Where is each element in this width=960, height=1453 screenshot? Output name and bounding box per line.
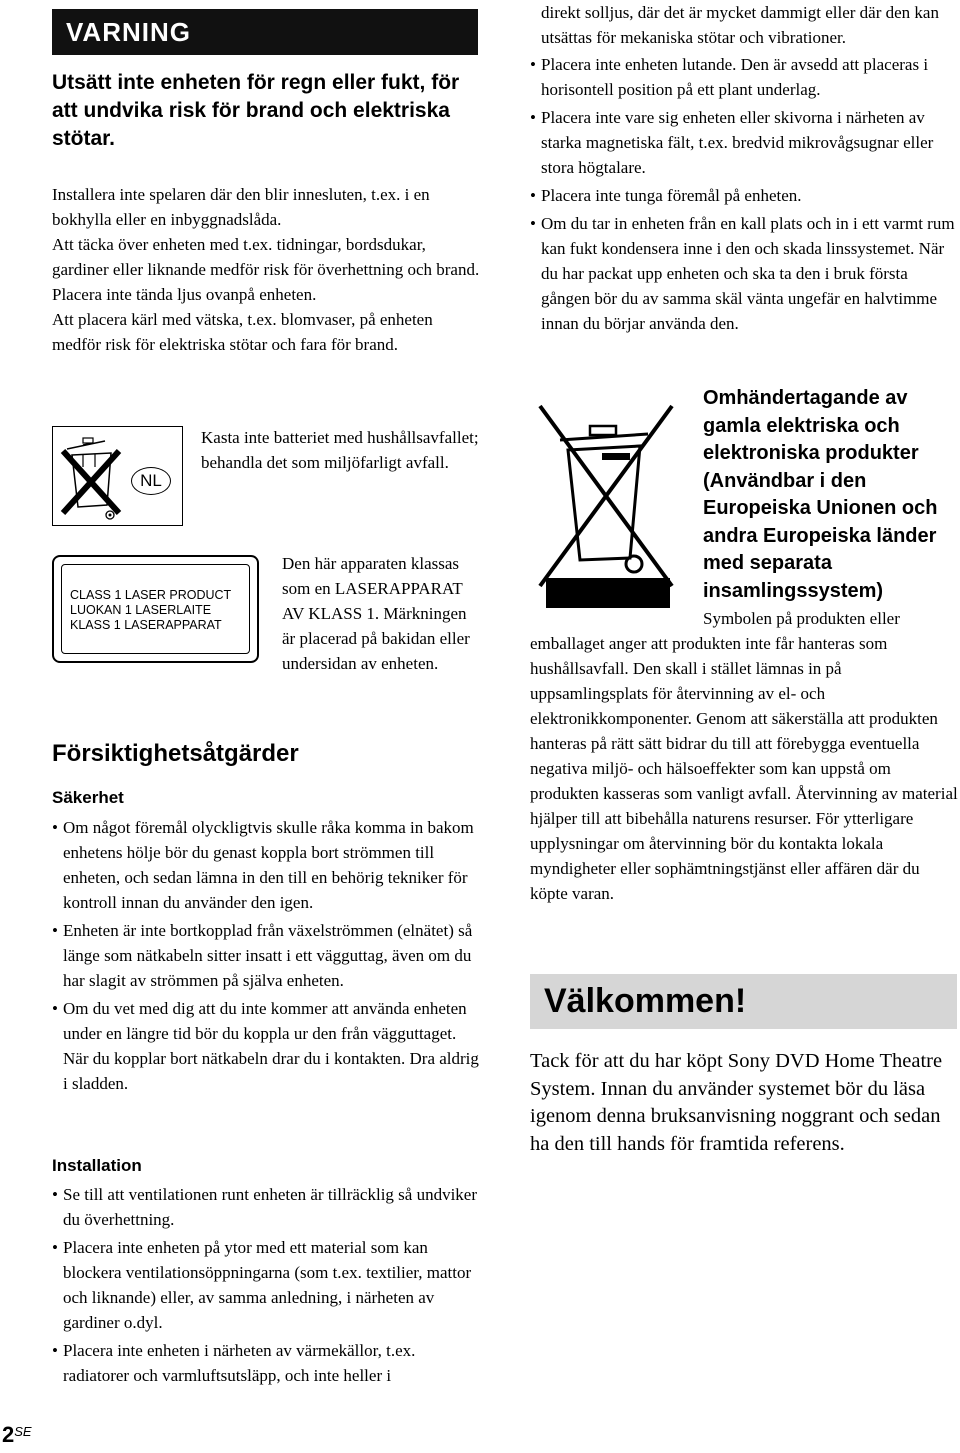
list-item: • Om du tar in enheten från en kall plats och in i ett varmt rum kan fukt kondensera inne i den och skada linssystemet. När du har packat upp enheten och ska ta den i bruk första gången bör du av samma skäl vänta ungefär en halvtimme innan du börjar använda den. <box>530 211 960 336</box>
battery-code-badge: NL <box>131 467 171 495</box>
list-item: • Placera inte enheten lutande. Den är avsedd att placeras i horisontell position på ett plant underlag. <box>530 52 960 102</box>
list-item: • Se till att ventilationen runt enheten är tillräcklig så undviker du överhettning. <box>52 1182 484 1232</box>
battery-text: Kasta inte batteriet med hushållsavfallet; behandla det som miljöfarligt avfall. <box>201 428 479 472</box>
safety-list <box>52 815 484 1099</box>
weee-body: emballaget anger att produkten inte får hanteras som hushållsavfall. Den skall i stället lämnas in på uppsamlingsplats för återvinning av el- och elektronikkomponenter. Genom att säkerställa att produkten hanteras på rätt sätt bidrar du till att förebygga eventuella negativa miljö- och hälsoeffekter som kan uppstå om produkten kasseras som vanligt avfall. Återvinning av material hjälper till att bibehålla naturens resurser. För ytterligare upplysningar om återvinning bör du kontakta lokala myndigheter eller sophämtningstjänst eller affären där du köpte varan. <box>530 634 958 903</box>
warning-title-bar: VARNING <box>52 9 478 55</box>
page-number-suffix: SE <box>14 1424 32 1439</box>
installation-list-continued <box>530 52 960 339</box>
list-item: • Om du vet med dig att du inte kommer att använda enheten under en längre tid bör du koppla ur den från vägguttaget. När du kopplar bort nätkabeln drar du i kontakten. Dra aldrig i sladden. <box>52 996 484 1096</box>
weee-first-line: Symbolen på produkten eller <box>703 609 900 628</box>
list-item: • Placera inte vare sig enheten eller skivorna i närheten av starka magnetiska fält, t.ex. bredvid mikrovågsugnar eller stora högtalare. <box>530 105 960 180</box>
laser-class-label <box>52 555 259 663</box>
warning-heading: Utsätt inte enheten för regn eller fukt, för att undvika risk för brand och elektriska stötar. <box>52 71 460 150</box>
list-item: • Placera inte enheten i närheten av värmekällor, t.ex. radiatorer och varmluftsutsläpp, och inte heller i <box>52 1338 484 1388</box>
laser-label-line: CLASS 1 LASER PRODUCT <box>70 588 232 602</box>
list-item: • Placera inte tunga föremål på enheten. <box>530 183 960 208</box>
warning-paragraph: Att placera kärl med vätska, t.ex. blomvaser, på enheten medför risk för elektriska stötar och fara för brand. <box>52 310 433 354</box>
laser-text: Den här apparaten klassas som en LASERAPPARAT AV KLASS 1. Märkningen är placerad på bakidan eller undersidan av enheten. <box>282 554 470 673</box>
laser-label-line: KLASS 1 LASERAPPARAT <box>70 618 222 632</box>
warning-paragraph: Installera inte spelaren där den blir innesluten, t.ex. i en bokhylla eller en inbyggnadslåda. <box>52 185 430 229</box>
weee-symbol <box>530 398 686 608</box>
list-item: • Placera inte enheten på ytor med ett material som kan blockera ventilationsöppningarna (som t.ex. textilier, mattor och liknande) eller, av samma anledning, i närheten av gardiner o.dyl. <box>52 1235 484 1335</box>
welcome-text: Tack för att du har köpt Sony DVD Home Theatre System. Innan du använder systemet bör du läsa igenom denna bruksanvisning noggrant och sedan ha den till hands för framtida referens. <box>530 1050 943 1155</box>
page-number-value: 2 <box>2 1422 15 1447</box>
warning-body <box>52 182 482 357</box>
installation-subheading: Installation <box>52 1156 142 1175</box>
page-number <box>2 1422 32 1448</box>
crossed-wheelie-bin-icon <box>530 398 686 608</box>
safety-subheading: Säkerhet <box>52 788 124 807</box>
warning-paragraph: Att täcka över enheten med t.ex. tidningar, bordsdukar, gardiner eller liknande medför risk för överhettning och brand. Placera inte tända ljus ovanpå enheten. <box>52 235 480 304</box>
weee-heading: Omhändertagande av gamla elektriska och elektroniska produkter (Användbar i den Europeiska Unionen och andra Europeiska länder med separata insamlingssystem) <box>703 387 938 602</box>
installation-continuation: direkt solljus, där det är mycket dammigt eller där den kan utsättas för mekaniska stötar och vibrationer. <box>541 3 939 47</box>
installation-list <box>52 1182 484 1391</box>
list-item: • Om något föremål olyckligtvis skulle råka komma in bakom enhetens hölje bör du genast koppla bort strömmen till enheten, och sedan lämna in den till en behörig tekniker för kontroll innan du använder den igen. <box>52 815 484 915</box>
welcome-heading: Välkommen! <box>530 974 957 1029</box>
battery-disposal-symbol <box>52 426 183 526</box>
precautions-heading: Försiktighetsåtgärder <box>52 740 299 767</box>
list-item: • Enheten är inte bortkopplad från växelströmmen (elnätet) så länge som nätkabeln sitter insatt i ett vägguttag, även om du har slagit av strömmen på själva enheten. <box>52 918 484 993</box>
laser-label-line: LUOKAN 1 LASERLAITE <box>70 603 212 617</box>
